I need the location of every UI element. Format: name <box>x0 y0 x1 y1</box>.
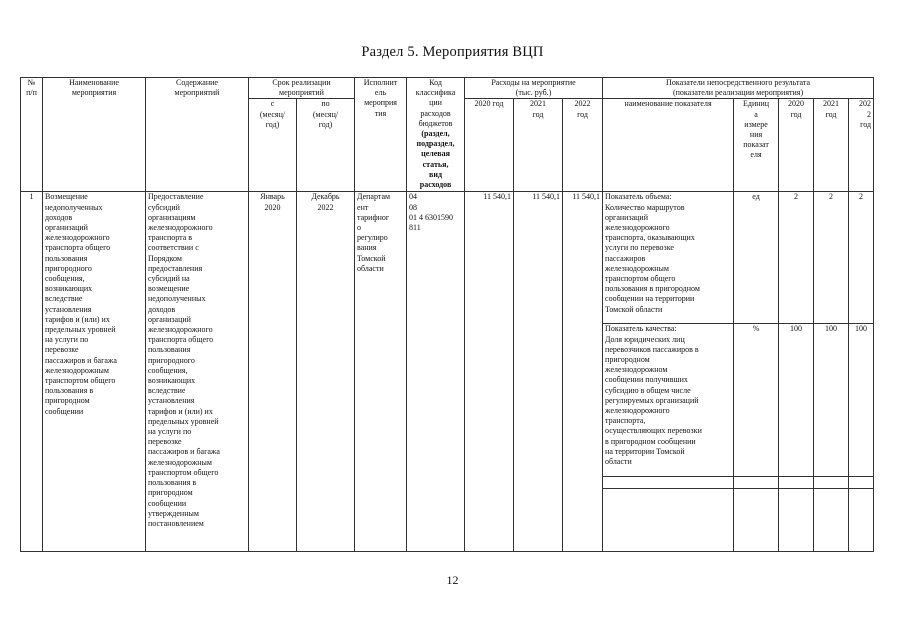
indicator-volume-name: Показатель объема: Количество маршрутов организаций железнодорожного транспорта, оказывающих услуги по перевозке пассажиров железнодорожным транспортом общего пользования в пригородном сообщении на территории Томской области <box>603 192 734 324</box>
indicator-volume-2022: 2 <box>849 192 874 324</box>
indicator-volume-2021: 2 <box>814 192 849 324</box>
header-row-1 <box>21 78 874 99</box>
table-row <box>21 192 874 324</box>
header-exp-2021: 2021 год <box>514 99 563 192</box>
row-term-from: Январь 2020 <box>249 192 297 552</box>
row-budget-code: 04 08 01 4 6301590 811 <box>407 192 465 552</box>
header-ind-2022: 202 2 год <box>849 99 874 192</box>
header-num: № п/п <box>21 78 43 192</box>
header-ind-2021: 2021 год <box>814 99 849 192</box>
measures-table <box>20 77 874 552</box>
header-results: Показатели непосредственного результата (показатели реализации мероприятия) <box>603 78 874 99</box>
row-content: Предоставление субсидий организациям железнодорожного транспорта в соответствии с Порядком предоставления субсидий на возмещение недополученных доходов организаций железнодорожного транспорта общего пользования пригородного сообщения, возникающих вследствие установления тарифов и (или) их предельных уровней на услуги по перевозке пассажиров и багажа железнодорожным транспортом общего пользования в пригородном сообщении утвержденным постановлением <box>146 192 249 552</box>
indicator-quality-name: Показатель качества: Доля юридических лиц перевозчиков пассажиров в пригородном железнодорожном сообщении получивших субсидию в общем числе регулируемых организаций железнодорожного транспорта, осуществляющих перевозки в пригородном сообщении на территории Томской области <box>603 324 734 477</box>
header-term: Срок реализации мероприятий <box>249 78 355 99</box>
section-title: Раздел 5. Мероприятия ВЦП <box>361 44 544 60</box>
row-exp-2020: 11 540,1 <box>465 192 514 552</box>
row-term-to: Декабрь 2022 <box>297 192 355 552</box>
indicator-quality-2022: 100 <box>849 324 874 477</box>
header-executor: Исполнит ель мероприя тия <box>355 78 407 192</box>
row-num: 1 <box>21 192 43 552</box>
header-content: Содержание мероприятий <box>146 78 249 192</box>
header-ind-2020: 2020 год <box>779 99 814 192</box>
page-number: 12 <box>446 573 459 587</box>
row-exp-2021: 11 540,1 <box>514 192 563 552</box>
header-name: Наименование мероприятия <box>43 78 146 192</box>
indicator-quality-2021: 100 <box>814 324 849 477</box>
row-executor: Департам ент тарифног о регулиро вания Томской области <box>355 192 407 552</box>
indicator-quality-unit: % <box>734 324 779 477</box>
indicator-quality-2020: 100 <box>779 324 814 477</box>
header-indicator-name: наименование показателя <box>603 99 734 192</box>
indicator-volume-2020: 2 <box>779 192 814 324</box>
header-term-from: с (месяц/ год) <box>249 99 297 192</box>
row-name: Возмещение недополученных доходов организаций железнодорожного транспорта общего пользования пригородного сообщения, возникающих вследствие установления тарифов и (или) их предельных уровней на услуги по перевозке пассажиров и багажа железнодорожным транспортом общего пользования в пригородном сообщении <box>43 192 146 552</box>
indicator-volume-unit: ед <box>734 192 779 324</box>
header-code-detail: (раздел, подраздел, целевая статья, вид расходов <box>416 129 455 190</box>
header-exp-2022: 2022 год <box>563 99 603 192</box>
header-code-main: Код классифика ции расходов бюджетов <box>415 78 456 128</box>
row-exp-2022: 11 540,1 <box>563 192 603 552</box>
header-code <box>407 78 465 192</box>
header-exp-2020: 2020 год <box>465 99 514 192</box>
header-term-to: по (месяц/ год) <box>297 99 355 192</box>
header-expenses: Расходы на мероприятие (тыс. руб.) <box>465 78 603 99</box>
header-indicator-unit: Единиц а измере ния показат еля <box>734 99 779 192</box>
